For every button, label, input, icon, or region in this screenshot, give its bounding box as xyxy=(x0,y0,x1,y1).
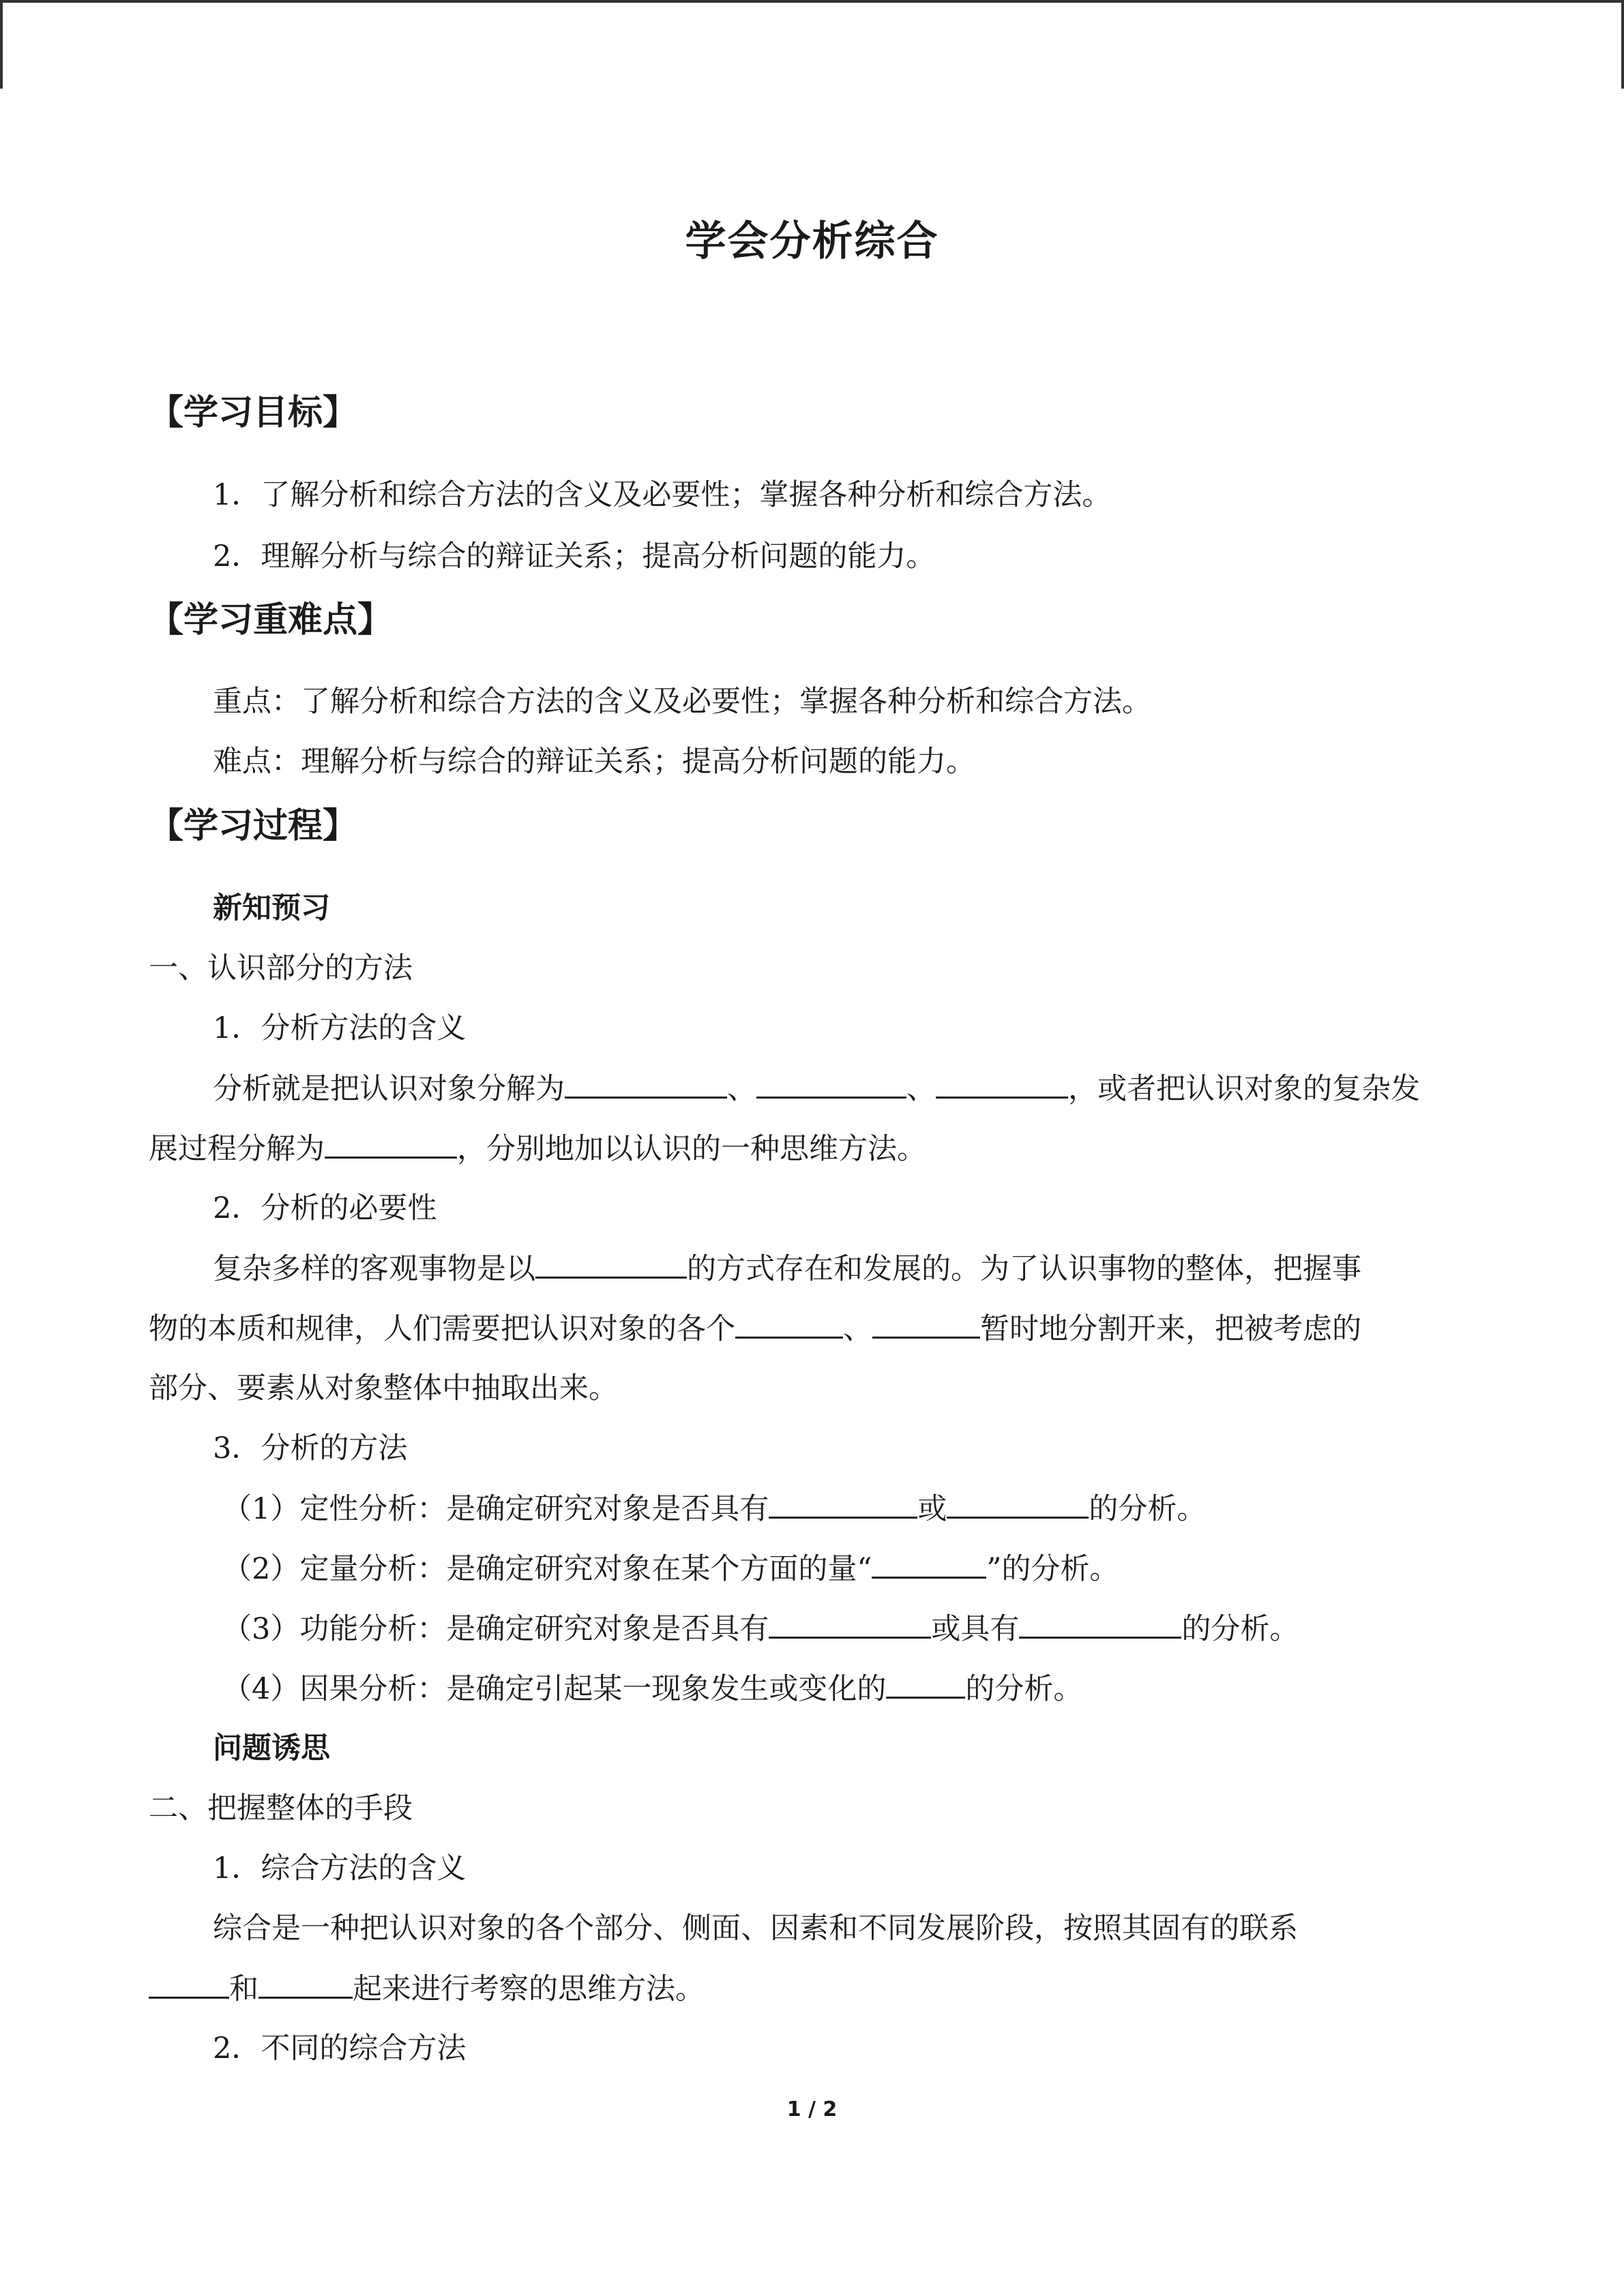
heading-learning-goals: 【学习目标】 xyxy=(149,393,358,433)
text: 或具有 xyxy=(931,1612,1020,1646)
analysis-definition-line-2 xyxy=(149,1128,926,1169)
fill-blank[interactable] xyxy=(325,1128,457,1159)
fill-blank[interactable] xyxy=(1019,1608,1181,1639)
text: ，或者把认识对象的复杂发 xyxy=(1068,1072,1420,1106)
part2-subtitle-2: 2．不同的综合方法 xyxy=(213,2031,467,2066)
text: 、 xyxy=(906,1072,936,1106)
text: （4）因果分析：是确定引起某一现象发生或变化的 xyxy=(222,1672,887,1706)
part1-title: 一、认识部分的方法 xyxy=(149,951,413,985)
preview-label: 新知预习 xyxy=(213,891,330,925)
text: 暂时地分割开来，把被考虑的 xyxy=(980,1312,1361,1346)
text: 起来进行考察的思维方法。 xyxy=(353,1972,705,2006)
fill-blank[interactable] xyxy=(872,1308,980,1339)
fill-blank[interactable] xyxy=(947,1488,1089,1519)
text: 展过程分解为 xyxy=(149,1132,325,1166)
inquiry-label: 问题诱思 xyxy=(213,1731,330,1765)
method-qualitative xyxy=(222,1488,1206,1530)
text: 或 xyxy=(917,1492,947,1526)
text: 的分析。 xyxy=(1181,1612,1299,1646)
part2-subtitle-1: 1．综合方法的含义 xyxy=(213,1851,467,1885)
goal-item-2: 2．理解分析与综合的辩证关系；提高分析问题的能力。 xyxy=(213,539,936,573)
part2-title: 二、把握整体的手段 xyxy=(149,1791,413,1825)
text: 的分析。 xyxy=(965,1672,1083,1706)
fill-blank[interactable] xyxy=(769,1488,917,1519)
text: 和 xyxy=(229,1972,259,2006)
analysis-definition-line-1 xyxy=(213,1068,1420,1109)
part1-subtitle-1: 1．分析方法的含义 xyxy=(213,1011,467,1045)
part1-subtitle-2: 2．分析的必要性 xyxy=(213,1191,437,1225)
fill-blank[interactable] xyxy=(872,1548,986,1579)
text: 的方式存在和发展的。为了认识事物的整体，把握事 xyxy=(687,1252,1361,1286)
text: ”的分析。 xyxy=(986,1552,1119,1586)
page-border-left xyxy=(0,0,3,89)
goal-item-1: 1．了解分析和综合方法的含义及必要性；掌握各种分析和综合方法。 xyxy=(213,478,1112,512)
necessity-line-1 xyxy=(213,1248,1361,1289)
text: 的分析。 xyxy=(1089,1492,1207,1526)
fill-blank[interactable] xyxy=(149,1968,229,1999)
fill-blank[interactable] xyxy=(886,1668,965,1699)
text: 、 xyxy=(727,1072,756,1106)
method-quantitative xyxy=(222,1548,1119,1590)
fill-blank[interactable] xyxy=(936,1068,1068,1099)
text: （2）定量分析：是确定研究对象在某个方面的量“ xyxy=(222,1552,872,1586)
synthesis-definition-line-1: 综合是一种把认识对象的各个部分、侧面、因素和不同发展阶段，按照其固有的联系 xyxy=(213,1911,1298,1945)
text: 复杂多样的客观事物是以 xyxy=(213,1252,535,1286)
text: 、 xyxy=(843,1312,872,1346)
fill-blank[interactable] xyxy=(756,1068,906,1099)
necessity-line-3: 部分、要素从对象整体中抽取出来。 xyxy=(149,1371,618,1405)
text: （3）功能分析：是确定研究对象是否具有 xyxy=(222,1612,769,1646)
key-point-item: 重点：了解分析和综合方法的含义及必要性；掌握各种分析和综合方法。 xyxy=(213,685,1151,719)
fill-blank[interactable] xyxy=(259,1968,353,1999)
necessity-line-2 xyxy=(149,1308,1361,1350)
text: 分析就是把认识对象分解为 xyxy=(213,1072,565,1106)
text: （1）定性分析：是确定研究对象是否具有 xyxy=(222,1492,769,1526)
fill-blank[interactable] xyxy=(535,1248,687,1279)
part1-subtitle-3: 3．分析的方法 xyxy=(213,1431,408,1465)
fill-blank[interactable] xyxy=(565,1068,727,1099)
fill-blank[interactable] xyxy=(769,1608,931,1639)
page-border-right xyxy=(1621,0,1624,89)
page-number: 1 / 2 xyxy=(786,2098,838,2121)
document-title: 学会分析综合 xyxy=(685,218,939,265)
method-functional xyxy=(222,1608,1299,1650)
difficult-point-item: 难点：理解分析与综合的辩证关系；提高分析问题的能力。 xyxy=(213,745,975,779)
text: 物的本质和规律，人们需要把认识对象的各个 xyxy=(149,1312,735,1346)
text: ，分别地加以认识的一种思维方法。 xyxy=(457,1132,926,1166)
page-border-top xyxy=(0,0,1624,3)
heading-learning-process: 【学习过程】 xyxy=(149,806,358,846)
heading-key-points: 【学习重难点】 xyxy=(149,600,393,640)
fill-blank[interactable] xyxy=(735,1308,843,1339)
synthesis-definition-line-2 xyxy=(149,1968,705,2010)
method-causal xyxy=(222,1668,1082,1710)
